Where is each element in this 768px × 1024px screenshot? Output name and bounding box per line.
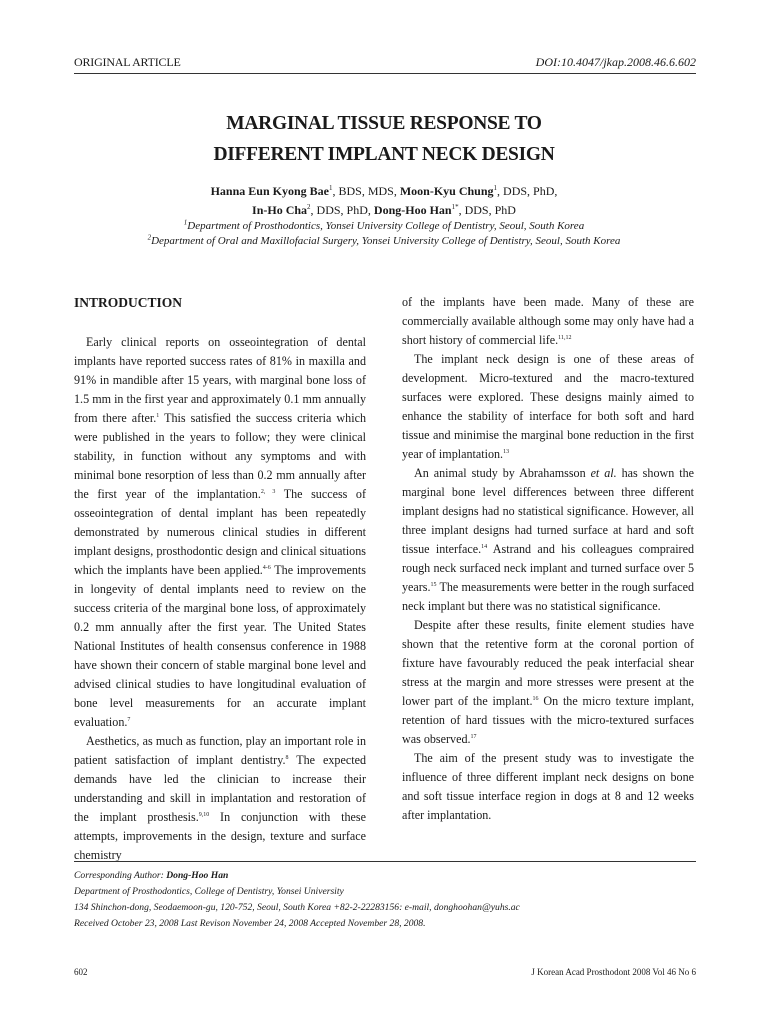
footnote-line-4: Received October 23, 2008 Last Revison November 24, 2008 Accepted November 28, 2008. (74, 918, 426, 929)
text-run: has shown the marginal bone level differences between three different implant designs had no statistical significance. However, all three implant designs had turned surface at hard and soft tissue interface. (402, 466, 694, 556)
text-run: The aim of the present study was to investigate the influence of three different implant neck designs on bone and soft tissue interface region in dogs at 8 and 12 weeks after implantation. (402, 751, 694, 822)
citation: 2, 3 (260, 488, 276, 495)
text-run: The improvements in longevity of dental implants need to review on the success criteria of the marginal bone loss, of approximately 0.2 mm annually after the first year. The United States National Institutes of health consensus conference in 1988 have shown their concern of stable marginal bone level and advised clinical studies to have longitudinal evaluation of bone level measurements for an accurate implant evaluation. (74, 563, 366, 729)
citation: 16 (532, 695, 539, 702)
paper-title (0, 108, 768, 170)
author-block (0, 182, 768, 248)
right-column (402, 293, 694, 825)
body-paragraph (402, 464, 694, 616)
left-column (74, 296, 366, 865)
text-run-italic: et al. (590, 466, 617, 480)
body-paragraph (402, 350, 694, 464)
author-degrees: , DDS, PhD, (497, 184, 558, 198)
author-affil-mark: 1 (493, 184, 498, 192)
text-run: of the implants have been made. Many of these are commercially available although some may only have had a short history of commercial life. (402, 295, 694, 347)
author-affil-mark: 1* (451, 202, 459, 211)
author-degrees: , BDS, MDS, (332, 184, 400, 198)
text-run: The measurements were better in the rough surfaced neck implant but there was no statistical significance. (402, 580, 694, 613)
citation: 1 (156, 412, 160, 419)
text-run: In conjunction with these attempts, improvements in the design, texture and surface chemistry (74, 810, 366, 862)
text-run: An animal study by Abrahamsson (414, 466, 591, 480)
author-line-2 (0, 201, 768, 220)
footnote-line-3: 134 Shinchon-dong, Seodaemoon-gu, 120-752, Seoul, South Korea +82-2-22283156: e-mail, donghoohan@yuhs.ac (74, 902, 520, 913)
body-paragraph (402, 616, 694, 749)
citation: 7 (127, 716, 131, 723)
citation: 14 (481, 543, 488, 550)
author-affil-mark: 2 (307, 202, 311, 211)
author-name: Hanna Eun Kyong Bae (210, 184, 329, 198)
footnote-line-1 (74, 868, 696, 884)
article-type-label: ORIGINAL ARTICLE (74, 55, 181, 69)
author-affil-mark: 1 (328, 184, 333, 192)
doi-label: DOI:10.4047/jkap.2008.46.6.602 (535, 55, 696, 69)
title-line-2: DIFFERENT IMPLANT NECK DESIGN (213, 144, 555, 165)
citation: 17 (470, 733, 477, 740)
footnote-label: Corresponding Author: (74, 870, 167, 881)
citation: 9,10 (198, 811, 210, 818)
text-run: On the micro texture implant, retention of hard tissues with the micro-textured surfaces was observed. (402, 694, 694, 746)
footnote-divider (74, 861, 696, 862)
page-number: 602 (74, 967, 88, 977)
text-run: Astrand and his colleagues compraired rough neck surfaced neck implant and turned surface over 5 years. (402, 542, 694, 594)
author-name: Dong-Hoo Han (373, 202, 452, 217)
text-run: Despite after these results, finite element studies have shown that the retentive form at the coronal portion of fixture have favourably reduced the peak interfacial shear stress at the margin and more stresses were present at the lower part of the implant. (402, 618, 694, 708)
body-paragraph (402, 749, 694, 825)
text-run: The success of osseointegration of dental implant has been repeatedly demonstrated by numerous clinical studies in different implant designs, prosthodontic design and clinical situations which the implants have been applied. (74, 487, 367, 577)
author-degrees: , DDS, PhD (458, 202, 516, 217)
body-paragraph (74, 732, 366, 865)
author-degrees: , DDS, PhD, (310, 202, 374, 217)
citation: 4-6 (262, 564, 271, 571)
affil-mark: 2 (147, 232, 152, 241)
affil-text: Department of Prosthodontics, Yonsei University College of Dentistry, Seoul, South Korea (187, 220, 585, 232)
text-run: Early clinical reports on osseointegration of dental implants have reported success rates of 81% in maxilla and 91% in mandible after 15 years, with marginal bone loss of 1.5 mm in the first year and approximately 0.1 mm annually from there after. (74, 335, 366, 425)
affiliation-1 (0, 219, 768, 234)
header-divider (74, 73, 696, 74)
footnote-line-2: Department of Prosthodontics, College of Dentistry, Yonsei University (74, 886, 344, 897)
affil-mark: 1 (183, 218, 188, 227)
body-paragraph (402, 293, 694, 350)
correspondence-footnote (74, 868, 696, 932)
journal-citation: J Korean Acad Prosthodont 2008 Vol 46 No 6 (531, 967, 696, 977)
affil-text: Department of Oral and Maxillofacial Surgery, Yonsei University College of Dentistry, Seoul, South Korea (151, 234, 621, 247)
citation: 8 (285, 754, 289, 761)
section-heading: INTRODUCTION (74, 295, 183, 310)
author-name: Moon-Kyu Chung (399, 184, 494, 198)
affiliation-2 (0, 234, 768, 249)
author-name: In-Ho Cha (252, 202, 308, 217)
text-run: The expected demands have led the clinician to increase their understanding and skill in implantation and restoration of the implant prosthesis. (74, 753, 366, 824)
text-run: Aesthetics, as much as function, play an important role in patient satisfaction of implant dentistry. (74, 734, 366, 767)
citation: 13 (503, 448, 510, 455)
corresponding-author: Dong-Hoo Han (166, 870, 229, 881)
text-run: The implant neck design is one of these areas of development. Micro-textured and the macro-textured surfaces were explored. These designs mainly aimed to enhance the stability of interface for both soft and hard tissue and minimise the marginal bone reduction in the first year of implantation. (402, 352, 694, 461)
citation: 15 (430, 581, 437, 588)
title-line-1: MARGINAL TISSUE RESPONSE TO (226, 113, 542, 134)
text-run: This satisfied the success criteria which were published in the years to follow; they were clinical stability, in function without any symptoms and with minimal bone resorption of less than 0.2 mm annually after the first year of the implantation. (74, 411, 366, 501)
author-line-1 (0, 182, 768, 201)
citation: 11,12 (558, 334, 572, 341)
body-paragraph (74, 333, 366, 732)
